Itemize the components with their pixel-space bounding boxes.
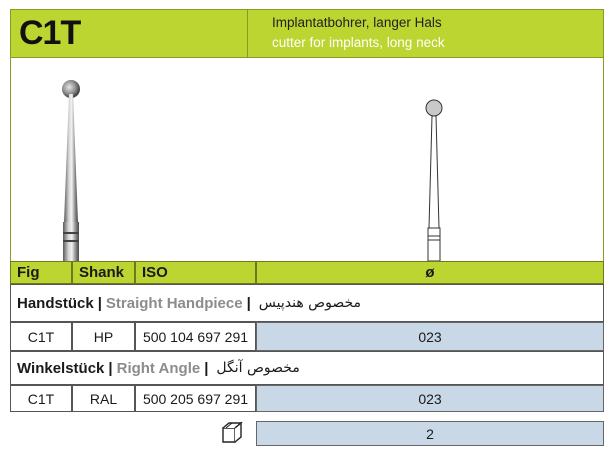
section-label-right-angle	[10, 351, 604, 385]
label-fa: مخصوص هندپیس	[258, 295, 362, 311]
section-label-handpiece	[10, 284, 604, 322]
row-diameter[interactable]: 023	[256, 322, 604, 351]
label-fa: مخصوص آنگل	[216, 360, 300, 376]
label-de: Handstück	[17, 294, 94, 312]
product-header	[10, 9, 604, 58]
label-en: Straight Handpiece	[105, 294, 243, 312]
product-name-de: Implantatbohrer, langer Hals	[272, 15, 442, 30]
separator: |	[97, 294, 102, 312]
package-box-icon	[221, 420, 243, 444]
bur-drawing-image	[419, 98, 449, 261]
row-shank: RAL	[72, 385, 135, 412]
header-diameter: ø	[256, 261, 604, 284]
row-fig: C1T	[10, 385, 72, 412]
package-quantity: 2	[256, 421, 604, 446]
product-code: C1T	[19, 14, 81, 52]
row-shank: HP	[72, 322, 135, 351]
product-code-box	[11, 10, 248, 57]
header-shank: Shank	[72, 261, 135, 284]
bur-photo-image	[51, 72, 91, 262]
header-iso: ISO	[135, 261, 256, 284]
separator: |	[246, 294, 251, 312]
label-de: Winkelstück	[17, 359, 105, 377]
separator: |	[108, 359, 113, 377]
header-fig: Fig	[10, 261, 72, 284]
row-iso: 500 104 697 291	[135, 322, 256, 351]
product-name-en: cutter for implants, long neck	[272, 35, 445, 50]
row-iso: 500 205 697 291	[135, 385, 256, 412]
label-en: Right Angle	[116, 359, 201, 377]
product-images	[10, 58, 604, 261]
row-fig: C1T	[10, 322, 72, 351]
separator: |	[204, 359, 209, 377]
row-diameter[interactable]: 023	[256, 385, 604, 412]
